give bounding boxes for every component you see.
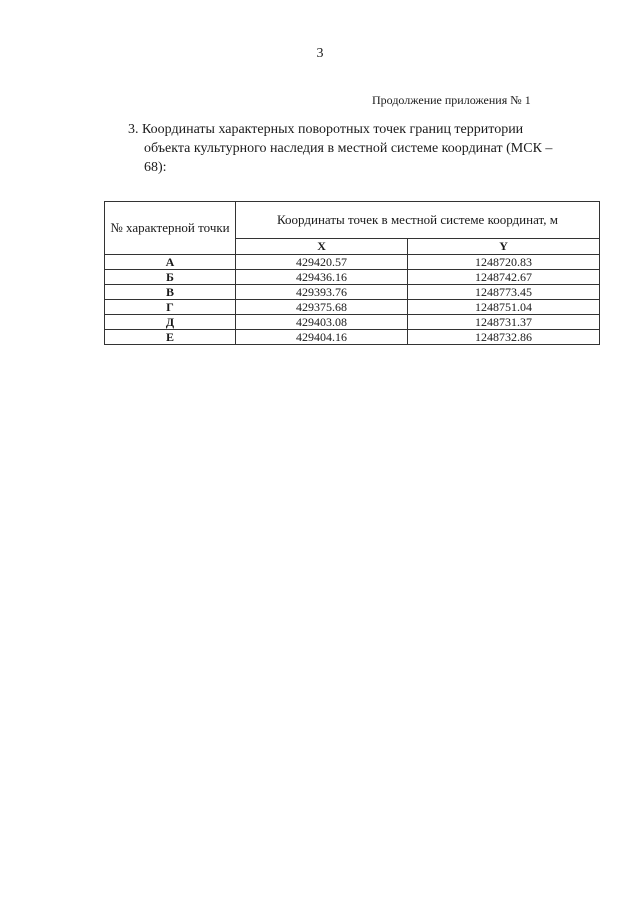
table-row (105, 285, 600, 300)
x-value: 429436.16 (236, 270, 408, 285)
y-axis-header: Y (408, 239, 600, 255)
heading-line-3: 68): (144, 160, 167, 175)
x-value: 429404.16 (236, 330, 408, 345)
page-number: 3 (316, 46, 324, 61)
table-row (105, 255, 600, 270)
table-row (105, 330, 600, 345)
y-value: 1248773.45 (408, 285, 600, 300)
y-value: 1248732.86 (408, 330, 600, 345)
coordinates-table (104, 201, 600, 345)
y-value: 1248731.37 (408, 315, 600, 330)
heading-line-2: объекта культурного наследия в местной системе координат (МСК – (144, 141, 553, 156)
point-name: Д (105, 315, 236, 330)
table-row (105, 300, 600, 315)
point-name: Е (105, 330, 236, 345)
table-row (105, 270, 600, 285)
section-heading (128, 120, 598, 177)
point-name: А (105, 255, 236, 270)
point-name: Б (105, 270, 236, 285)
x-value: 429375.68 (236, 300, 408, 315)
heading-line-1: 3. Координаты характерных поворотных точек границ территории (128, 122, 524, 137)
x-axis-header: X (236, 239, 408, 255)
y-value: 1248751.04 (408, 300, 600, 315)
coordinates-header: Координаты точек в местной системе координат, м (236, 202, 600, 239)
x-value: 429420.57 (236, 255, 408, 270)
x-value: 429393.76 (236, 285, 408, 300)
point-number-header: № характерной точки (105, 202, 236, 255)
point-name: В (105, 285, 236, 300)
table-row (105, 315, 600, 330)
y-value: 1248742.67 (408, 270, 600, 285)
x-value: 429403.08 (236, 315, 408, 330)
appendix-note: Продолжение приложения № 1 (372, 93, 531, 107)
point-name: Г (105, 300, 236, 315)
y-value: 1248720.83 (408, 255, 600, 270)
